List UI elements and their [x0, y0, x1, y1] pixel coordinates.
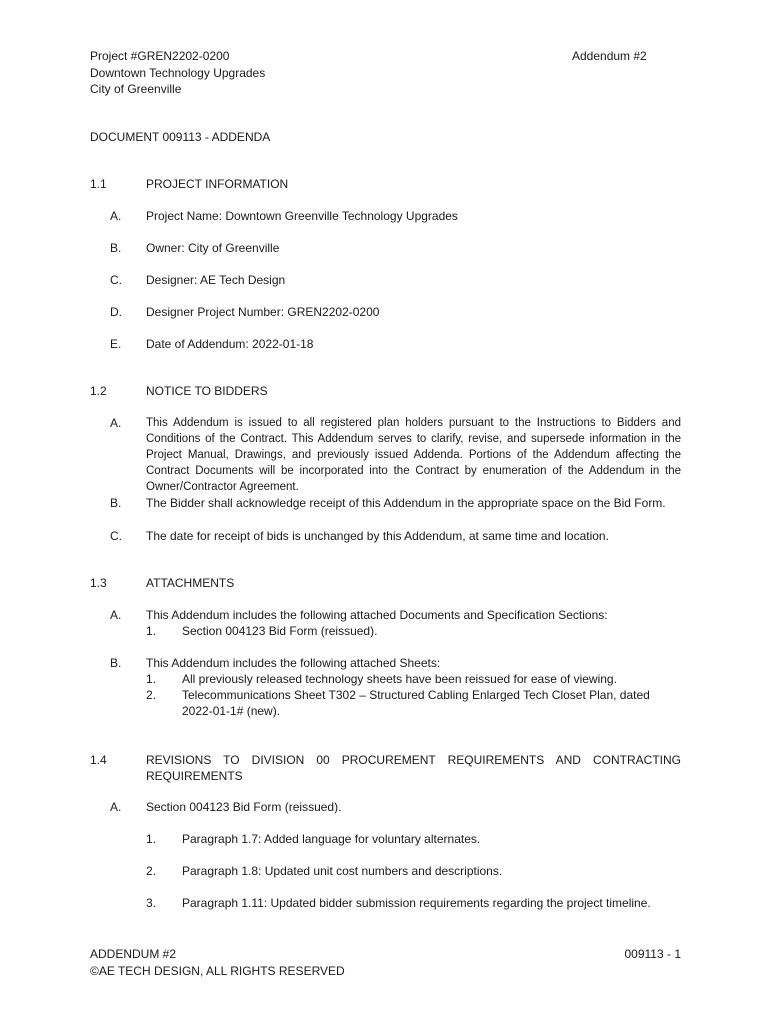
sub-item-number: 3.: [146, 896, 157, 910]
header-addendum: Addendum #2: [572, 49, 647, 63]
footer-addendum: ADDENDUM #2: [90, 947, 177, 961]
item-text: The Bidder shall acknowledge receipt of this Addendum in the appropriate space on the Bid Form.: [146, 496, 666, 510]
section-number: 1.1: [90, 177, 107, 191]
item-letter: B.: [110, 241, 122, 255]
item-letter: A.: [110, 608, 122, 622]
item-text: Project Name: Downtown Greenville Technology Upgrades: [146, 209, 458, 223]
item-letter: E.: [110, 337, 122, 351]
section-title: ATTACHMENTS: [146, 576, 235, 590]
sub-item-number: 1.: [146, 624, 157, 638]
sub-item-text: Paragraph 1.7: Added language for voluntary alternates.: [182, 832, 481, 846]
section-title-line2: REQUIREMENTS: [146, 769, 243, 783]
item-letter: C.: [110, 529, 122, 543]
footer-copyright: ©AE TECH DESIGN, ALL RIGHTS RESERVED: [90, 964, 345, 978]
section-title: NOTICE TO BIDDERS: [146, 384, 268, 398]
header-owner: City of Greenville: [90, 82, 182, 96]
item-letter: A.: [110, 416, 122, 430]
item-text: Designer: AE Tech Design: [146, 273, 286, 287]
item-text: This Addendum includes the following attached Sheets:: [146, 656, 441, 670]
sub-item-text: All previously released technology sheets have been reissued for ease of viewing.: [182, 672, 617, 686]
header-project-number: Project #GREN2202-0200: [90, 49, 230, 63]
sub-item-number: 2.: [146, 864, 157, 878]
item-paragraph: This Addendum is issued to all registered plan holders pursuant to the Instructions to Bidders and Conditions of the Contract. This Addendum serves to clarify, revise, and supersede information in the Project Manual, Drawings, and previously issued Addenda. Portions of the Addendum affecting the Contract Documents will be incorporated into the Contract by enumeration of the Addendum in the Owner/Contractor Agreement.: [146, 417, 681, 493]
sub-item-text: Telecommunications Sheet T302 – Structured Cabling Enlarged Tech Closet Plan, dated 2022-01-1# (new).: [182, 688, 650, 718]
item-letter: D.: [110, 305, 122, 319]
section-number: 1.4: [90, 753, 107, 767]
sub-item-number: 2.: [146, 688, 157, 702]
item-letter: B.: [110, 496, 122, 510]
sub-item-text: Paragraph 1.8: Updated unit cost numbers and descriptions.: [182, 864, 503, 878]
sub-item-text: Paragraph 1.11: Updated bidder submission requirements regarding the project timeline.: [182, 896, 651, 910]
item-letter: A.: [110, 800, 122, 814]
section-title-line1: REVISIONS TO DIVISION 00 PROCUREMENT REQUIREMENTS AND CONTRACTING: [146, 753, 681, 767]
sub-item-number: 1.: [146, 672, 157, 686]
sub-item-text: Section 004123 Bid Form (reissued).: [182, 624, 378, 638]
item-text: Section 004123 Bid Form (reissued).: [146, 800, 342, 814]
section-number: 1.3: [90, 576, 107, 590]
item-text: Owner: City of Greenville: [146, 241, 280, 255]
footer-page-number: 009113 - 1: [624, 947, 681, 961]
item-text: Date of Addendum: 2022-01-18: [146, 337, 314, 351]
item-letter: B.: [110, 656, 122, 670]
header-project-name: Downtown Technology Upgrades: [90, 66, 266, 80]
sub-item-number: 1.: [146, 832, 157, 846]
item-letter: C.: [110, 273, 122, 287]
document-title: DOCUMENT 009113 - ADDENDA: [90, 130, 271, 144]
item-text: The date for receipt of bids is unchanged by this Addendum, at same time and location.: [146, 529, 609, 543]
item-letter: A.: [110, 209, 122, 223]
item-text: Designer Project Number: GREN2202-0200: [146, 305, 380, 319]
section-title: PROJECT INFORMATION: [146, 177, 289, 191]
item-text: This Addendum includes the following attached Documents and Specification Sections:: [146, 608, 608, 622]
section-number: 1.2: [90, 384, 107, 398]
